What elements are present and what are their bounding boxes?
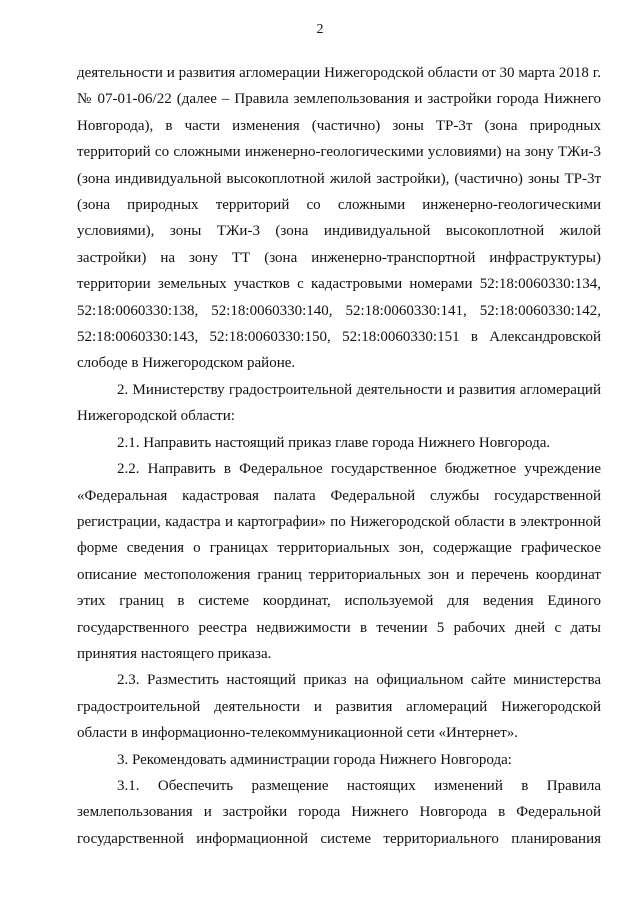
paragraph-item-3-1: 3.1. Обеспечить размещение настоящих изменений в Правила землепользования и застройки города Нижнего Новгорода в Федеральной государственной информационной системе территориального планирования: [77, 777, 601, 847]
document-body: [77, 60, 601, 852]
paragraph-item-2-2: 2.2. Направить в Федеральное государственное бюджетное учреждение «Федеральная кадастровая палата Федеральной службы государственной регистрации, кадастра и картографии» по Нижегородской области в электронной форме сведения о границах территориальных зон, содержащие графическое описание местоположения границ территориальных зон и перечень координат этих границ в системе координат, используемой для ведения Единого государственного реестра недвижимости в течении 5 рабочих дней с даты принятия настоящего приказа.: [77, 461, 601, 662]
paragraph-item-2: 2. Министерству градостроительной деятельности и развития агломераций Нижегородской области:: [77, 381, 601, 425]
paragraph-item-2-3: 2.3. Разместить настоящий приказ на официальном сайте министерства градостроительной деятельности и развития агломераций Нижегородской области в информационно-телекоммуникационной сети «Интернет».: [77, 672, 601, 742]
paragraph-item-3: 3. Рекомендовать администрации города Нижнего Новгорода:: [117, 751, 512, 768]
page-number: 2: [316, 22, 324, 37]
paragraph-item-2-1: 2.1. Направить настоящий приказ главе города Нижнего Новгорода.: [117, 434, 551, 451]
paragraph-zone-changes: деятельности и развития агломерации Нижегородской области от 30 марта 2018 г. № 07-01-06/22 (далее – Правила землепользования и застройки города Нижнего Новгорода), в части изменения (частично) зоны ТР-3т (зона природных территорий со сложными инженерно-геологическими условиями) на зону ТЖи-3 (зона индивидуальной высокоплотной жилой застройки), (частично) зоны ТР-3т (зона природных территорий со сложными инженерно-геологическими условиями), зоны ТЖи-3 (зона индивидуальной высокоплотной жилой застройки) на зону ТТ (зона инженерно-транспортной инфраструктуры) территории земельных участков с кадастровыми номерами 52:18:0060330:134, 52:18:0060330:138, 52:18:0060330:140, 52:18:0060330:141, 52:18:0060330:142, 52:18:0060330:143, 52:18:0060330:150, 52:18:0060330:151 в Александровской слободе в Нижегородском районе.: [77, 65, 601, 372]
